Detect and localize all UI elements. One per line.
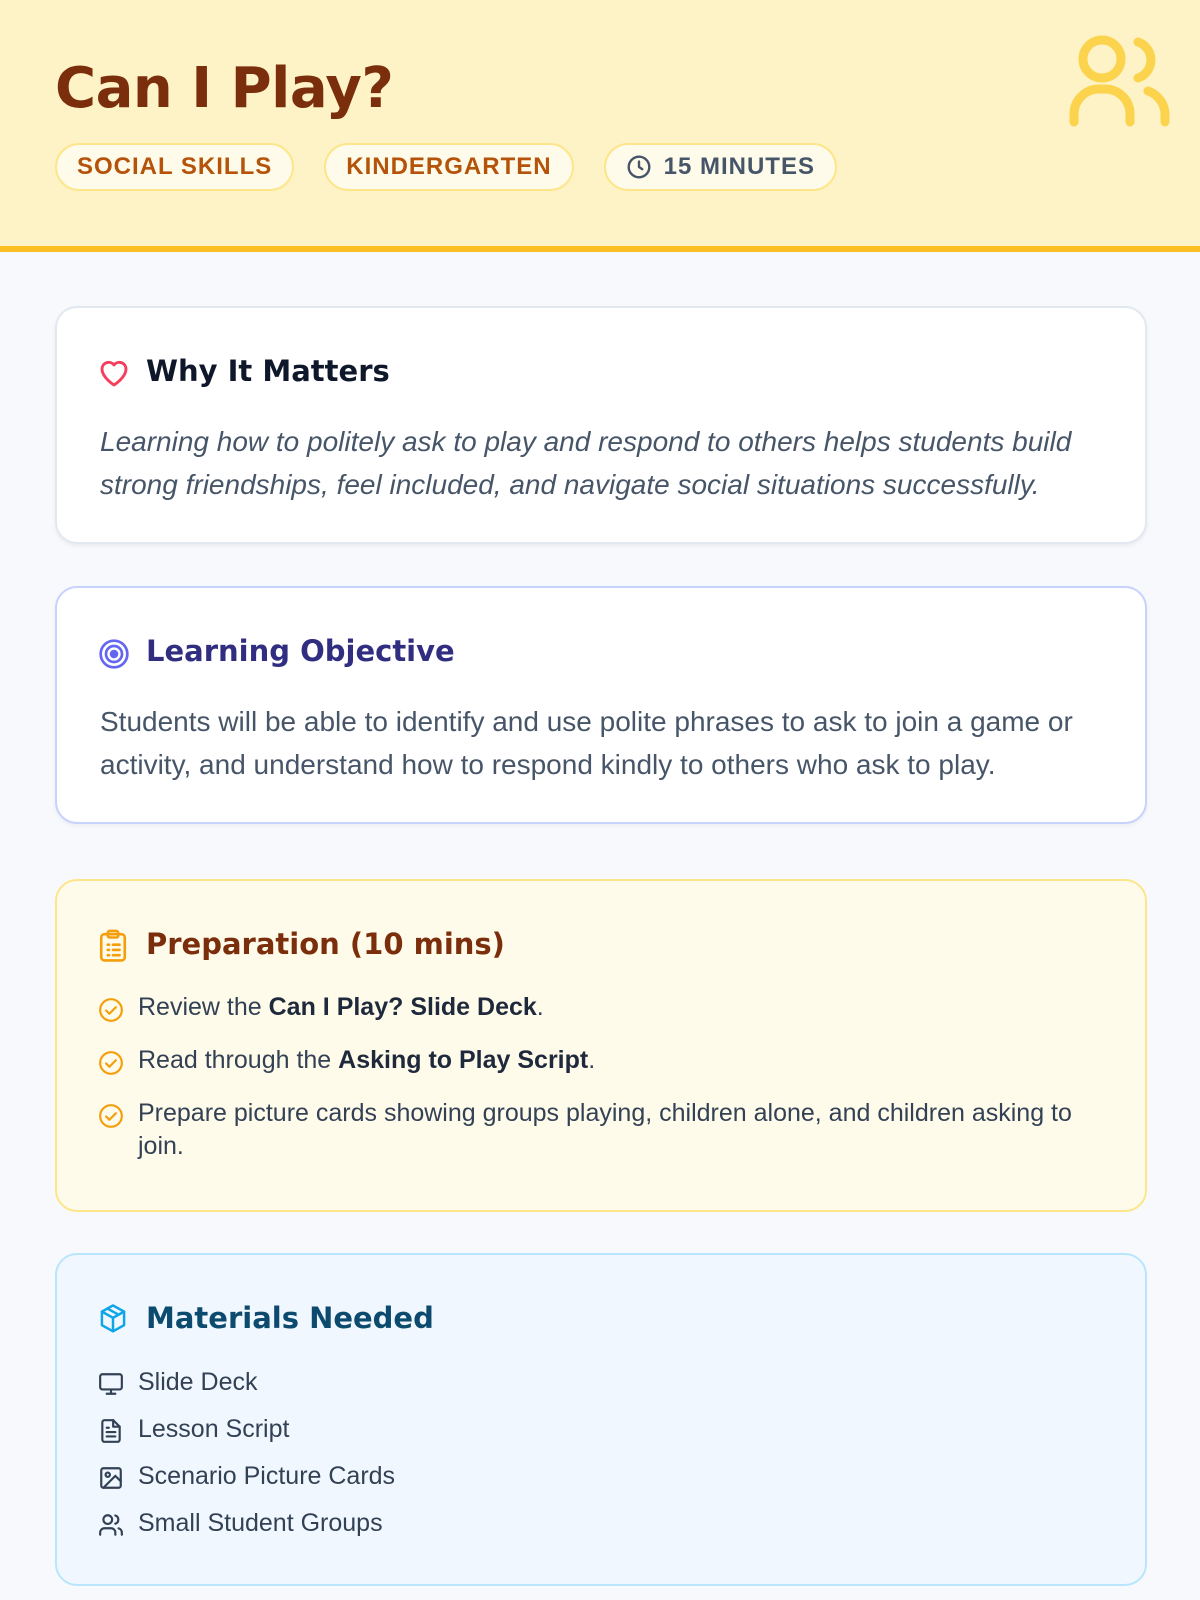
why-it-matters-card bbox=[55, 306, 1147, 544]
materials-item-label: Lesson Script bbox=[138, 1415, 290, 1443]
learning-objective-heading: Learning Objective bbox=[146, 634, 455, 668]
package-icon bbox=[98, 1303, 128, 1340]
preparation-item bbox=[98, 1044, 1108, 1077]
image-icon bbox=[98, 1465, 124, 1500]
materials-item-label: Small Student Groups bbox=[138, 1509, 383, 1537]
tag-list bbox=[55, 143, 837, 191]
preparation-heading: Preparation (10 mins) bbox=[146, 927, 505, 961]
why-it-matters-heading: Why It Matters bbox=[146, 354, 390, 388]
preparation-item-text: Prepare picture cards showing groups playing, children alone, and children asking to join. bbox=[138, 1099, 1072, 1160]
preparation-item-end: . bbox=[588, 1046, 596, 1074]
preparation-item bbox=[98, 1097, 1108, 1163]
subject-tag bbox=[55, 143, 294, 191]
check-circle-icon bbox=[98, 997, 124, 1032]
materials-item-label: Scenario Picture Cards bbox=[138, 1462, 396, 1490]
grade-tag bbox=[324, 143, 573, 191]
learning-objective-text: Students will be able to identify and use polite phrases to ask to join a game or activity, and understand how to respond kindly to others who ask to play. bbox=[100, 706, 1073, 780]
grade-tag-label: KINDERGARTEN bbox=[346, 153, 552, 180]
users-icon bbox=[1068, 34, 1170, 135]
materials-item-label: Slide Deck bbox=[138, 1368, 258, 1396]
materials-card bbox=[55, 1253, 1147, 1586]
heart-icon bbox=[98, 358, 130, 393]
preparation-item-end: . bbox=[536, 993, 544, 1021]
clock-icon bbox=[626, 154, 652, 180]
duration-tag-label: 15 MINUTES bbox=[663, 153, 815, 180]
script-name: Asking to Play Script bbox=[338, 1046, 589, 1074]
preparation-list bbox=[98, 991, 1108, 1183]
materials-item bbox=[98, 1366, 395, 1399]
preparation-item-text: Read through the bbox=[138, 1046, 339, 1074]
lesson-header bbox=[0, 0, 1200, 252]
materials-list bbox=[98, 1366, 395, 1554]
preparation-item bbox=[98, 991, 1108, 1024]
slide-deck-name: Can I Play? Slide Deck bbox=[268, 993, 537, 1021]
preparation-item-text: Review the bbox=[138, 993, 269, 1021]
duration-tag bbox=[604, 143, 837, 191]
subject-tag-label: SOCIAL SKILLS bbox=[77, 153, 273, 180]
learning-objective-card bbox=[55, 586, 1147, 824]
why-it-matters-text: Learning how to politely ask to play and respond to others helps students build strong friendships, feel included, and navigate social situations successfully. bbox=[100, 426, 1072, 500]
clipboard-icon bbox=[98, 929, 128, 968]
materials-item bbox=[98, 1460, 395, 1493]
materials-item bbox=[98, 1413, 395, 1446]
target-icon bbox=[98, 638, 130, 675]
check-circle-icon bbox=[98, 1103, 124, 1138]
preparation-card bbox=[55, 879, 1147, 1212]
document-icon bbox=[98, 1418, 124, 1453]
materials-heading: Materials Needed bbox=[146, 1301, 434, 1335]
monitor-icon bbox=[98, 1371, 124, 1406]
page-title: Can I Play? bbox=[55, 56, 394, 121]
check-circle-icon bbox=[98, 1050, 124, 1085]
materials-item bbox=[98, 1507, 395, 1540]
users-icon bbox=[98, 1512, 124, 1547]
